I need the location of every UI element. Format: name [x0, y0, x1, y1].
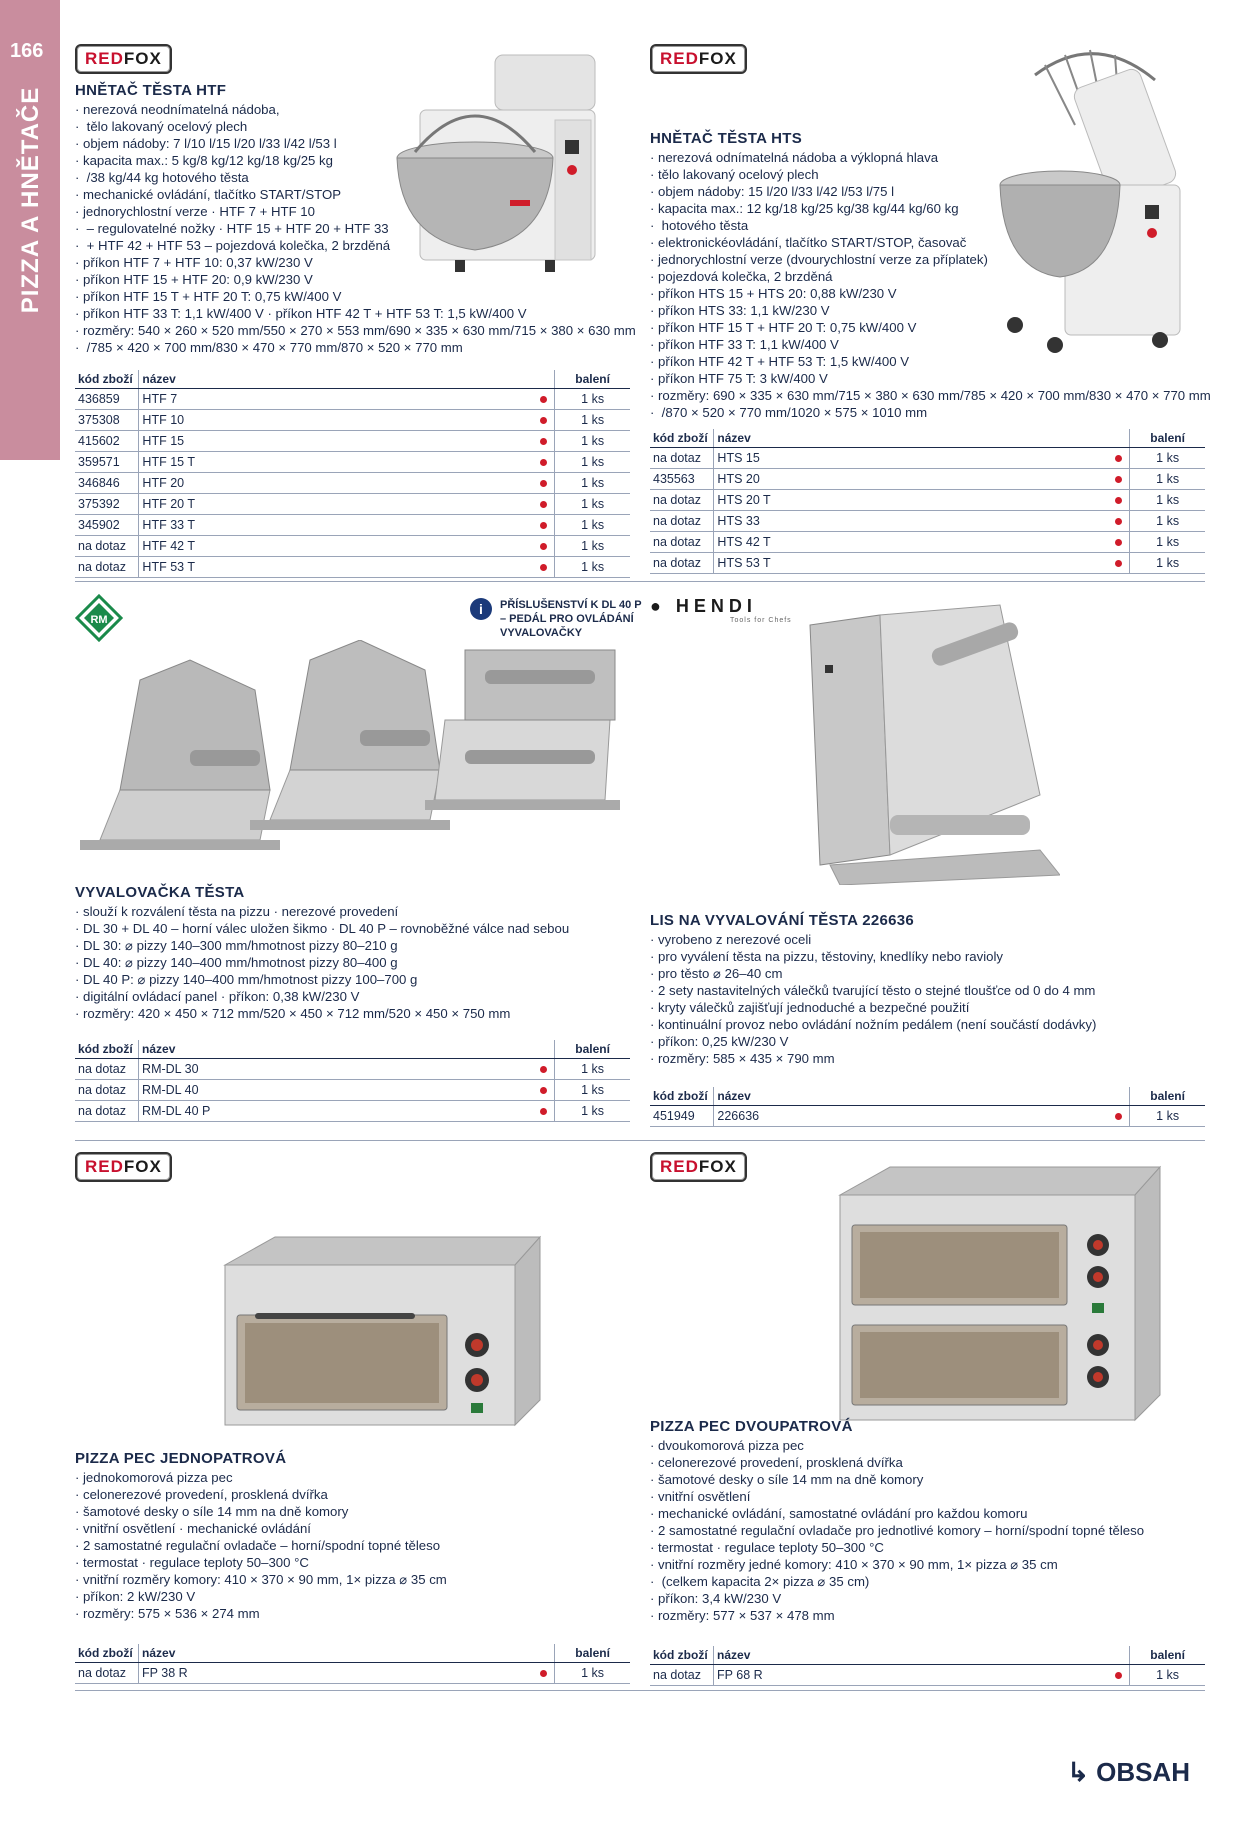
availability-dot-icon	[1115, 518, 1122, 525]
feature-item: · elektronickéovládání, tlačítko START/STOP, časovač	[650, 234, 1205, 251]
availability-dot-icon	[1115, 1672, 1122, 1679]
table-row	[75, 431, 630, 452]
product-code: na dotaz	[650, 1665, 714, 1686]
double-pizza-oven-image	[830, 1165, 1165, 1430]
table-row	[650, 532, 1205, 553]
feature-item: · příkon: 3,4 kW/230 V	[650, 1590, 1205, 1607]
availability-dot-icon	[540, 459, 547, 466]
product-name: FP 38 R	[139, 1663, 533, 1684]
feature-item: · jednorychlostní verze (dvourychlostní verze za příplatek)	[650, 251, 1205, 268]
product-code: 436859	[75, 389, 139, 410]
availability-dot-icon	[540, 522, 547, 529]
product-name: FP 68 R	[714, 1665, 1108, 1686]
lis-section	[650, 912, 1205, 1127]
feature-item: · vnitřní rozměry komory: 410 × 370 × 90 mm, 1× pizza ⌀ 35 cm	[75, 1571, 630, 1588]
arrow-icon: ↳	[1067, 1757, 1089, 1787]
row-separator	[75, 1140, 1205, 1141]
accessory-note: i PŘÍSLUŠENSTVÍ K DL 40 P – PEDÁL PRO OVLÁDÁNÍ VYVALOVAČKY	[470, 598, 492, 620]
package-unit: 1 ks	[1130, 1106, 1205, 1127]
product-name: HTF 15 T	[139, 452, 533, 473]
feature-item: · rozměry: 577 × 537 × 478 mm	[650, 1607, 1205, 1624]
hts-table: kód zboží název balení na dotaz HTS 15 1 ks 435563 HTS 20 1 ks na dotaz HTS 20 T 1 ks na dotaz HTS 33 1 ks na dotaz HTS 42 T 1 ks na dotaz HTS 53 T 1 ks	[650, 429, 1205, 574]
svg-text:RM: RM	[90, 614, 108, 626]
product-code: 375392	[75, 494, 139, 515]
table-row	[75, 1101, 630, 1122]
feature-item: · kryty válečků zajišťují jednoduché a bezpečné použití	[650, 999, 1205, 1016]
table-row	[650, 1665, 1205, 1686]
feature-item: · – regulovatelné nožky · HTF 15 + HTF 20 + HTF 33	[75, 220, 630, 237]
availability-dot-icon	[1115, 497, 1122, 504]
table-row	[75, 494, 630, 515]
contents-link[interactable]: ↳ OBSAH	[1067, 1757, 1190, 1787]
oven1-section	[75, 1450, 630, 1684]
package-unit: 1 ks	[1130, 553, 1205, 574]
feature-item: · příkon: 0,25 kW/230 V	[650, 1033, 1205, 1050]
hendi-logo: ● HENDI Tools for Chefs	[650, 596, 792, 624]
product-code: na dotaz	[650, 490, 714, 511]
feature-item: · příkon: 2 kW/230 V	[75, 1588, 630, 1605]
feature-item: · příkon HTS 33: 1,1 kW/230 V	[650, 302, 1205, 319]
product-name: HTS 42 T	[714, 532, 1108, 553]
product-code: 415602	[75, 431, 139, 452]
package-unit: 1 ks	[555, 536, 630, 557]
feature-item: · celonerezové provedení, prosklená dvířka	[650, 1454, 1205, 1471]
package-unit: 1 ks	[1130, 448, 1205, 469]
feature-item: · jednokomorová pizza pec	[75, 1469, 630, 1486]
product-name: 226636	[714, 1106, 1108, 1127]
oven2-table: kód zboží název balení na dotaz FP 68 R 1 ks	[650, 1646, 1205, 1686]
product-name: HTF 20	[139, 473, 533, 494]
availability-dot-icon	[540, 480, 547, 487]
section-title-vertical: PIZZA A HNĚTAČE	[17, 86, 44, 314]
feature-item: · /870 × 520 × 770 mm/1020 × 575 × 1010 mm	[650, 404, 1205, 421]
lis-features	[650, 931, 1205, 1067]
package-unit: 1 ks	[555, 557, 630, 578]
availability-dot-icon	[540, 1066, 547, 1073]
product-name: HTF 53 T	[139, 557, 533, 578]
product-code: na dotaz	[650, 511, 714, 532]
product-name: HTS 53 T	[714, 553, 1108, 574]
product-code: 345902	[75, 515, 139, 536]
package-unit: 1 ks	[555, 1080, 630, 1101]
availability-dot-icon	[540, 396, 547, 403]
package-unit: 1 ks	[1130, 532, 1205, 553]
feature-item: · + HTF 42 + HTF 53 – pojezdová kolečka, 2 brzděná	[75, 237, 630, 254]
feature-item: · dvoukomorová pizza pec	[650, 1437, 1205, 1454]
feature-item: · hotového těsta	[650, 217, 1205, 234]
feature-item: · vyrobeno z nerezové oceli	[650, 931, 1205, 948]
roller-title: VYVALOVAČKA TĚSTA	[75, 884, 245, 901]
product-code: na dotaz	[75, 557, 139, 578]
product-name: RM-DL 30	[139, 1059, 533, 1080]
product-name: HTF 15	[139, 431, 533, 452]
feature-item: · DL 30: ⌀ pizzy 140–300 mm/hmotnost pizzy 80–210 g	[75, 937, 630, 954]
feature-item: · vnitřní osvětlení	[650, 1488, 1205, 1505]
feature-item: · nerezová odnímatelná nádoba a výklopná hlava	[650, 149, 1205, 166]
table-row	[75, 515, 630, 536]
feature-item: · příkon HTF 7 + HTF 10: 0,37 kW/230 V	[75, 254, 630, 271]
package-unit: 1 ks	[555, 431, 630, 452]
roller-table: kód zboží název balení na dotaz RM-DL 30 1 ks na dotaz RM-DL 40 1 ks na dotaz RM-DL 40 P 1 ks	[75, 1040, 630, 1122]
table-row	[650, 511, 1205, 532]
product-code: na dotaz	[75, 1101, 139, 1122]
package-unit: 1 ks	[1130, 490, 1205, 511]
product-name: HTS 20 T	[714, 490, 1108, 511]
product-name: HTF 33 T	[139, 515, 533, 536]
product-name: RM-DL 40 P	[139, 1101, 533, 1122]
redfox-logo: REDFOX	[650, 44, 747, 74]
table-row	[75, 1663, 630, 1684]
feature-item: · 2 sety nastavitelných válečků tvarující těsto o stejné tloušťce od 0 do 4 mm	[650, 982, 1205, 999]
availability-dot-icon	[540, 438, 547, 445]
roller-section	[75, 884, 630, 1122]
feature-item: · šamotové desky o síle 14 mm na dně komory	[75, 1503, 630, 1520]
redfox-logo: REDFOX	[75, 44, 172, 74]
col-unit: balení	[555, 370, 630, 389]
product-code: 346846	[75, 473, 139, 494]
package-unit: 1 ks	[555, 494, 630, 515]
product-name: HTS 15	[714, 448, 1108, 469]
htf-title: HNĚTAČ TĚSTA HTF	[75, 82, 227, 99]
feature-item: · mechanické ovládání, samostatné ovládání pro každou komoru	[650, 1505, 1205, 1522]
feature-item: · tělo lakovaný ocelový plech	[650, 166, 1205, 183]
product-code: 375308	[75, 410, 139, 431]
feature-item: · /38 kg/44 kg hotového těsta	[75, 169, 630, 186]
row-separator	[75, 1690, 1205, 1691]
table-row	[650, 448, 1205, 469]
oven2-section	[650, 1418, 1205, 1686]
oven2-title: PIZZA PEC DVOUPATROVÁ	[650, 1418, 853, 1435]
dough-roller-image	[80, 640, 620, 880]
table-row	[650, 1106, 1205, 1127]
feature-item: · termostat · regulace teploty 50–300 °C	[650, 1539, 1205, 1556]
lis-table: kód zboží název balení 451949 226636 1 ks	[650, 1087, 1205, 1127]
package-unit: 1 ks	[555, 515, 630, 536]
availability-dot-icon	[1115, 539, 1122, 546]
feature-item: · nerezová neodnímatelná nádoba,	[75, 101, 630, 118]
availability-dot-icon	[1115, 455, 1122, 462]
availability-dot-icon	[1115, 1113, 1122, 1120]
redfox-logo: REDFOX	[75, 1152, 172, 1182]
feature-item: · 2 samostatné regulační ovladače – horní/spodní topné těleso	[75, 1537, 630, 1554]
product-code: na dotaz	[75, 1080, 139, 1101]
product-name: HTF 7	[139, 389, 533, 410]
oven1-table: kód zboží název balení na dotaz FP 38 R 1 ks	[75, 1644, 630, 1684]
product-name: HTS 20	[714, 469, 1108, 490]
product-name: RM-DL 40	[139, 1080, 533, 1101]
roller-features	[75, 903, 630, 1022]
feature-item: · příkon HTF 75 T: 3 kW/400 V	[650, 370, 1205, 387]
feature-item: · /785 × 420 × 700 mm/830 × 470 × 770 mm/870 × 520 × 770 mm	[75, 339, 630, 356]
oven1-features	[75, 1469, 630, 1622]
product-name: HTS 33	[714, 511, 1108, 532]
product-name: HTF 42 T	[139, 536, 533, 557]
feature-item: · DL 40 P: ⌀ pizzy 140–400 mm/hmotnost pizzy 100–700 g	[75, 971, 630, 988]
package-unit: 1 ks	[1130, 511, 1205, 532]
feature-item: · příkon HTF 42 T + HTF 53 T: 1,5 kW/400 V	[650, 353, 1205, 370]
availability-dot-icon	[540, 1670, 547, 1677]
product-code: na dotaz	[75, 1663, 139, 1684]
feature-item: · DL 30 + DL 40 – horní válec uložen šikmo · DL 40 P – rovnoběžné válce nad sebou	[75, 920, 630, 937]
feature-item: · pro vyválení těsta na pizzu, těstoviny, knedlíky nebo ravioly	[650, 948, 1205, 965]
htf-table	[75, 370, 630, 578]
table-row	[75, 1080, 630, 1101]
product-code: na dotaz	[650, 532, 714, 553]
table-row	[75, 452, 630, 473]
feature-item: · kontinuální provoz nebo ovládání nožním pedálem (není součástí dodávky)	[650, 1016, 1205, 1033]
package-unit: 1 ks	[1130, 1665, 1205, 1686]
htf-mixer-image	[395, 40, 610, 290]
feature-item: · termostat · regulace teploty 50–300 °C	[75, 1554, 630, 1571]
feature-item: · vnitřní osvětlení · mechanické ovládání	[75, 1520, 630, 1537]
availability-dot-icon	[540, 501, 547, 508]
feature-item: · tělo lakovaný ocelový plech	[75, 118, 630, 135]
table-row	[75, 473, 630, 494]
feature-item: · příkon HTF 33 T: 1,1 kW/400 V · příkon HTF 42 T + HTF 53 T: 1,5 kW/400 V	[75, 305, 630, 322]
product-name: HTF 10	[139, 410, 533, 431]
feature-item: · objem nádoby: 15 l/20 l/33 l/42 l/53 l/75 l	[650, 183, 1205, 200]
feature-item: · příkon HTF 15 T + HTF 20 T: 0,75 kW/400 V	[650, 319, 1205, 336]
availability-dot-icon	[1115, 560, 1122, 567]
feature-item: · rozměry: 690 × 335 × 630 mm/715 × 380 × 630 mm/785 × 420 × 700 mm/830 × 470 × 770 mm	[650, 387, 1205, 404]
feature-item: · šamotové desky o síle 14 mm na dně komory	[650, 1471, 1205, 1488]
package-unit: 1 ks	[555, 389, 630, 410]
product-code: na dotaz	[75, 536, 139, 557]
oven2-features	[650, 1437, 1205, 1624]
package-unit: 1 ks	[555, 410, 630, 431]
section-tab	[0, 0, 60, 460]
availability-dot-icon	[540, 417, 547, 424]
row-separator	[75, 581, 1205, 582]
redfox-logo: REDFOX	[650, 1152, 747, 1182]
feature-item: · DL 40: ⌀ pizzy 140–400 mm/hmotnost pizzy 80–400 g	[75, 954, 630, 971]
feature-item: · pro těsto ⌀ 26–40 cm	[650, 965, 1205, 982]
product-code: 359571	[75, 452, 139, 473]
page-number: 166	[10, 40, 44, 62]
dough-press-image	[800, 595, 1060, 885]
feature-item: · kapacita max.: 12 kg/18 kg/25 kg/38 kg/44 kg/60 kg	[650, 200, 1205, 217]
feature-item: · rozměry: 540 × 260 × 520 mm/550 × 270 × 553 mm/690 × 335 × 630 mm/715 × 380 × 630 mm	[75, 322, 630, 339]
product-code: 451949	[650, 1106, 714, 1127]
hendi-mark-icon: ●	[650, 596, 666, 616]
info-icon: i	[470, 598, 492, 620]
availability-dot-icon	[540, 543, 547, 550]
col-name: název	[139, 370, 533, 389]
package-unit: 1 ks	[1130, 469, 1205, 490]
table-row	[75, 389, 630, 410]
table-row	[650, 553, 1205, 574]
package-unit: 1 ks	[555, 473, 630, 494]
feature-item: · kapacita max.: 5 kg/8 kg/12 kg/18 kg/25 kg	[75, 152, 630, 169]
feature-item: · rozměry: 585 × 435 × 790 mm	[650, 1050, 1205, 1067]
oven1-title: PIZZA PEC JEDNOPATROVÁ	[75, 1450, 287, 1467]
product-code: na dotaz	[650, 448, 714, 469]
lis-title: LIS NA VYVALOVÁNÍ TĚSTA 226636	[650, 912, 915, 929]
feature-item: · příkon HTF 15 T + HTF 20 T: 0,75 kW/400 V	[75, 288, 630, 305]
product-code: na dotaz	[650, 553, 714, 574]
package-unit: 1 ks	[555, 1101, 630, 1122]
feature-item: · jednorychlostní verze · HTF 7 + HTF 10	[75, 203, 630, 220]
hts-title: HNĚTAČ TĚSTA HTS	[650, 130, 803, 147]
feature-item: · mechanické ovládání, tlačítko START/STOP	[75, 186, 630, 203]
feature-item: · celonerezové provedení, prosklená dvířka	[75, 1486, 630, 1503]
package-unit: 1 ks	[555, 452, 630, 473]
feature-item: · příkon HTF 33 T: 1,1 kW/400 V	[650, 336, 1205, 353]
rm-logo	[75, 594, 123, 642]
availability-dot-icon	[540, 1087, 547, 1094]
feature-item: · rozměry: 575 × 536 × 274 mm	[75, 1605, 630, 1622]
package-unit: 1 ks	[555, 1059, 630, 1080]
table-row	[75, 536, 630, 557]
table-row	[75, 410, 630, 431]
table-row	[75, 557, 630, 578]
table-row	[75, 1059, 630, 1080]
availability-dot-icon	[540, 564, 547, 571]
table-row	[650, 490, 1205, 511]
feature-item: · vnitřní rozměry jedné komory: 410 × 370 × 90 mm, 1× pizza ⌀ 35 cm	[650, 1556, 1205, 1573]
product-code: na dotaz	[75, 1059, 139, 1080]
availability-dot-icon	[540, 1108, 547, 1115]
feature-item: · (celkem kapacita 2× pizza ⌀ 35 cm)	[650, 1573, 1205, 1590]
product-name: HTF 20 T	[139, 494, 533, 515]
col-code: kód zboží	[75, 370, 139, 389]
feature-item: · objem nádoby: 7 l/10 l/15 l/20 l/33 l/42 l/53 l	[75, 135, 630, 152]
feature-item: · příkon HTF 15 + HTF 20: 0,9 kW/230 V	[75, 271, 630, 288]
package-unit: 1 ks	[555, 1663, 630, 1684]
availability-dot-icon	[1115, 476, 1122, 483]
single-pizza-oven-image	[215, 1235, 545, 1435]
feature-item: · příkon HTS 15 + HTS 20: 0,88 kW/230 V	[650, 285, 1205, 302]
feature-item: · slouží k rozválení těsta na pizzu · nerezové provedení	[75, 903, 630, 920]
feature-item: · digitální ovládací panel · příkon: 0,38 kW/230 V	[75, 988, 630, 1005]
hts-mixer-image	[995, 35, 1195, 360]
feature-item: · pojezdová kolečka, 2 brzděná	[650, 268, 1205, 285]
feature-item: · 2 samostatné regulační ovladače pro jednotlivé komory – horní/spodní topné těleso	[650, 1522, 1205, 1539]
feature-item: · rozměry: 420 × 450 × 712 mm/520 × 450 × 712 mm/520 × 450 × 750 mm	[75, 1005, 630, 1022]
product-code: 435563	[650, 469, 714, 490]
table-row	[650, 469, 1205, 490]
